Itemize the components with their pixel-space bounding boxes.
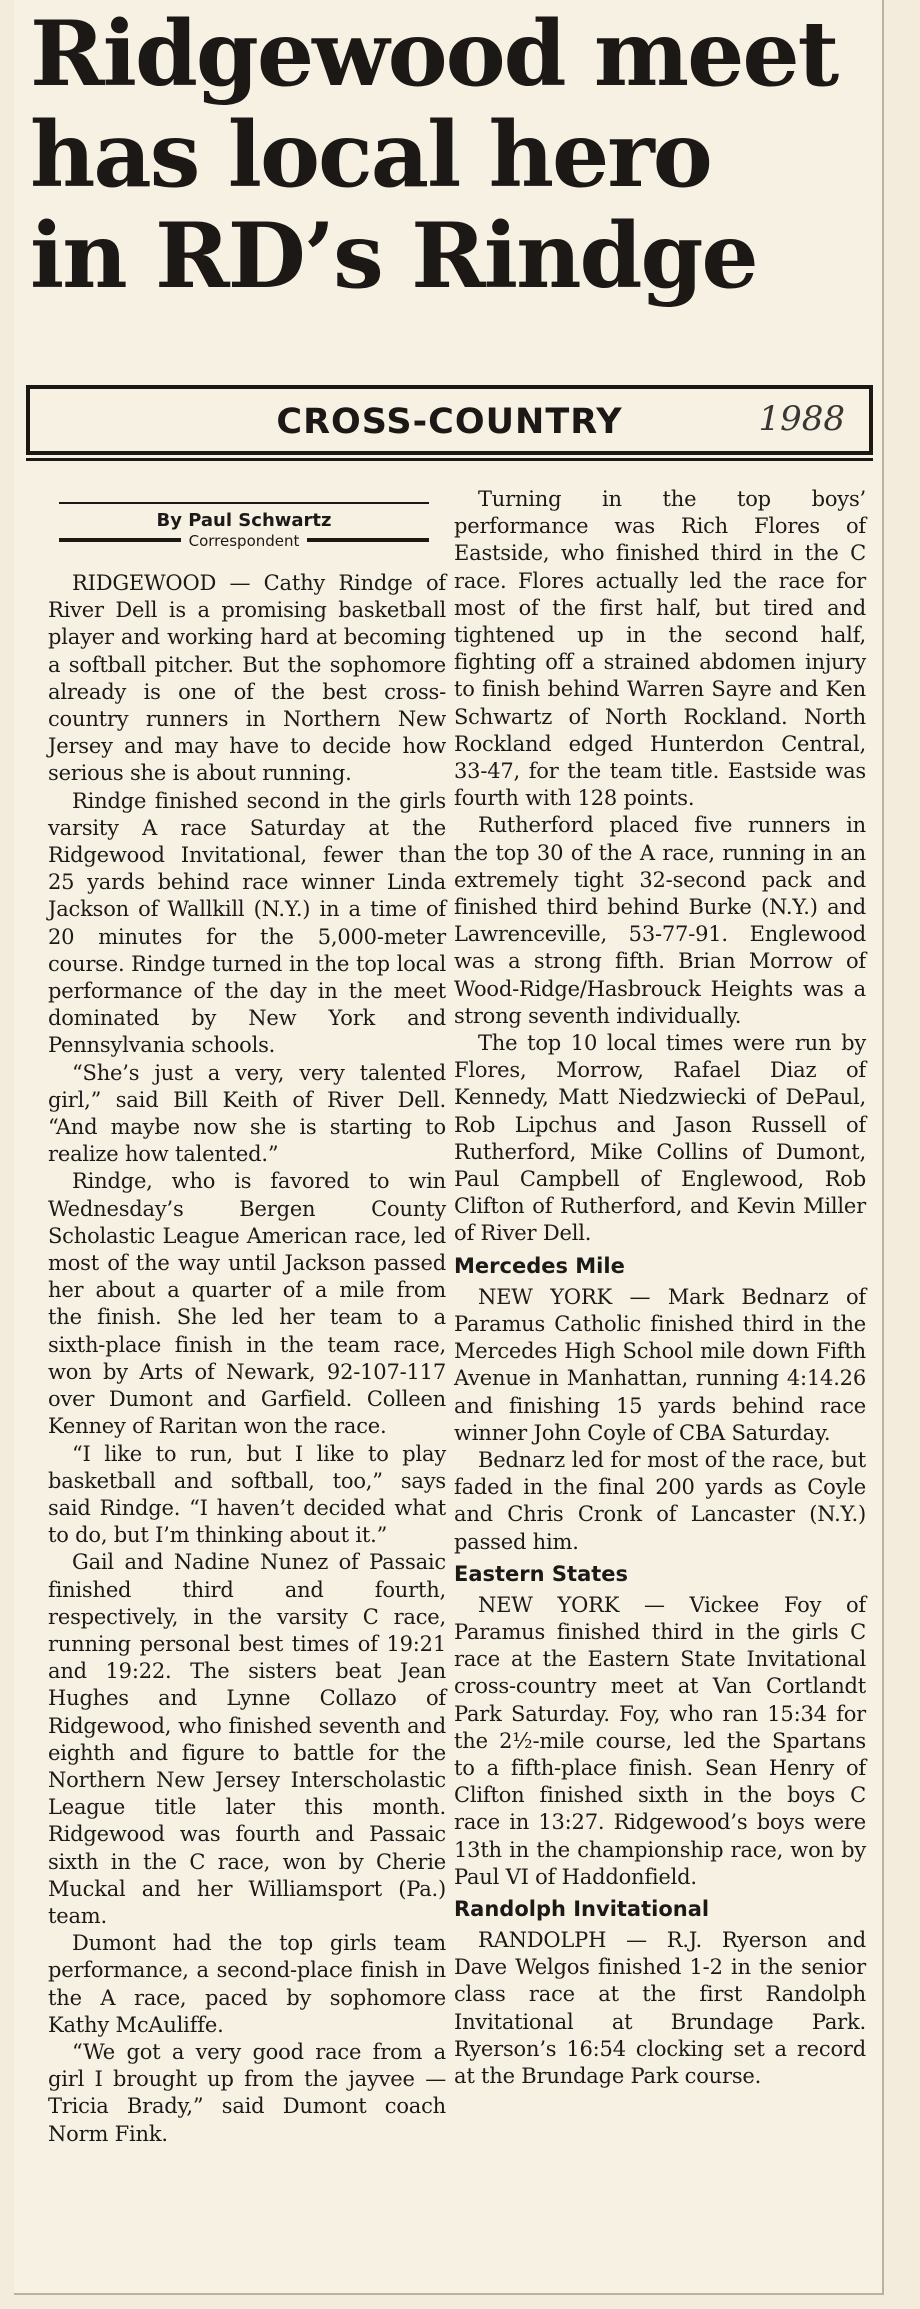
subhead-eastern-states: Eastern States (454, 1561, 629, 1586)
byline (59, 502, 429, 550)
headline-line: Ridgewood meet (30, 1, 838, 107)
section-label: CROSS-COUNTRY (276, 402, 623, 442)
subhead-randolph-invitational: Randolph Invitational (454, 1896, 710, 1921)
paragraph: “We got a very good race from a girl I brought up from the jayvee — Tricia Brady,” said Dumont coach Norm Fink. (48, 2039, 446, 2146)
paragraph: Dumont had the top girls team performance, a second-place finish in the A race, paced by sophomore Kathy McAuliffe. (48, 1931, 446, 2037)
paragraph: The top 10 local times were run by Flores, Morrow, Rafael Diaz of Kennedy, Matt Niedzwiecki of DePaul, Rob Lipchus and Jason Russell of Rutherford, Mike Collins of Dumont, Paul Campbell of Englewood, Rob Clifton of Rutherford, and Kevin Miller of River Dell. (454, 1031, 866, 1246)
headline (30, 1, 870, 309)
article-column-right (454, 486, 866, 2090)
section-banner (26, 385, 873, 455)
paragraph: Turning in the top boys’ performance was Rich Flores of Eastside, who finished third in the C race. Flores actually led the race for most of the first half, but tired and tightened up in the second half, fighting off a strained abdomen injury to finish behind Warren Sayre and Ken Schwartz of North Rockland. North Rockland edged Hunterdon Central, 33-47, for the team title. Eastside was fourth with 128 points. (454, 487, 866, 811)
paragraph: RIDGEWOOD — Cathy Rindge of River Dell is a promising basketball player and working hard at becoming a softball pitcher. But the sophomore already is one of the best cross-country runners in Northern New Jersey and may have to decide how serious she is about running. (48, 571, 446, 786)
paragraph: NEW YORK — Vickee Foy of Paramus finished third in the girls C race at the Eastern State Invitational cross-country meet at Van Cortlandt Park Saturday. Foy, who ran 15:34 for the 2½-mile course, led the Spartans to a fifth-place finish. Sean Henry of Clifton finished sixth in the boys C race in 13:27. Ridgewood’s boys were 13th in the championship race, won by Paul VI of Haddonfield. (454, 1592, 866, 1889)
paragraph: “I like to run, but I like to play basketball and softball, too,” says said Rindge. “I haven’t decided what to do, but I’m thinking about it.” (48, 1441, 446, 1548)
paragraph: Bednarz led for most of the race, but faded in the final 200 yards as Coyle and Chris Cronk of Lancaster (N.Y.) passed him. (454, 1447, 866, 1554)
paragraph: Rindge, who is favored to win Wednesday’s Bergen County Scholastic League American race, led most of the way until Jackson passed her about a quarter of a mile from the finish. She led her team to a sixth-place finish in the team race, won by Arts of Newark, 92-107-117 over Dumont and Garfield. Colleen Kenney of Raritan won the race. (48, 1169, 446, 1439)
paragraph: Gail and Nadine Nunez of Passaic finished third and fourth, respectively, in the varsity C race, running personal best times of 19:21 and 19:22. The sisters beat Jean Hughes and Lynne Collazo of Ridgewood, who finished seventh and eighth and figure to battle for the Northern New Jersey Interscholastic League title later this month. Ridgewood was fourth and Passaic sixth in the C race, won by Cherie Muckal and her Williamsport (Pa.) team. (48, 1550, 446, 1928)
paragraph: NEW YORK — Mark Bednarz of Paramus Catholic finished third in the Mercedes High School mile down Fifth Avenue in Manhattan, running 4:14.26 and finishing 15 yards behind race winner John Coyle of CBA Saturday. (454, 1284, 866, 1445)
article-column-left (48, 570, 446, 2148)
headline-line: has local hero (30, 102, 711, 208)
byline-name: By Paul Schwartz (156, 510, 332, 531)
handwritten-year: 1988 (758, 399, 845, 439)
newspaper-clipping (14, 0, 884, 2295)
subhead-mercedes-mile: Mercedes Mile (454, 1253, 625, 1278)
paragraph: Rindge finished second in the girls varsity A race Saturday at the Ridgewood Invitational, fewer than 25 yards behind race winner Linda Jackson of Wallkill (N.Y.) in a time of 20 minutes for the 5,000-meter course. Rindge turned in the top local performance of the day in the meet dominated by New York and Pennsylvania schools. (48, 788, 446, 1058)
paragraph: Rutherford placed five runners in the top 30 of the A race, running in an extremely tight 32-second pack and finished third behind Burke (N.Y.) and Lawrenceville, 53-77-91. Englewood was a strong fifth. Brian Morrow of Wood-Ridge/Hasbrouck Heights was a strong seventh individually. (454, 813, 866, 1028)
byline-title: Correspondent (181, 532, 308, 550)
paragraph: RANDOLPH — R.J. Ryerson and Dave Welgos finished 1-2 in the senior class race at the first Randolph Invitational at Brundage Park. Ryerson’s 16:54 clocking set a record at the Brundage Park course. (454, 1927, 866, 2088)
paragraph: “She’s just a very, very talented girl,” said Bill Keith of River Dell. “And maybe now she is starting to realize how talented.” (48, 1060, 446, 1167)
headline-line: in RD’s Rindge (30, 203, 757, 309)
